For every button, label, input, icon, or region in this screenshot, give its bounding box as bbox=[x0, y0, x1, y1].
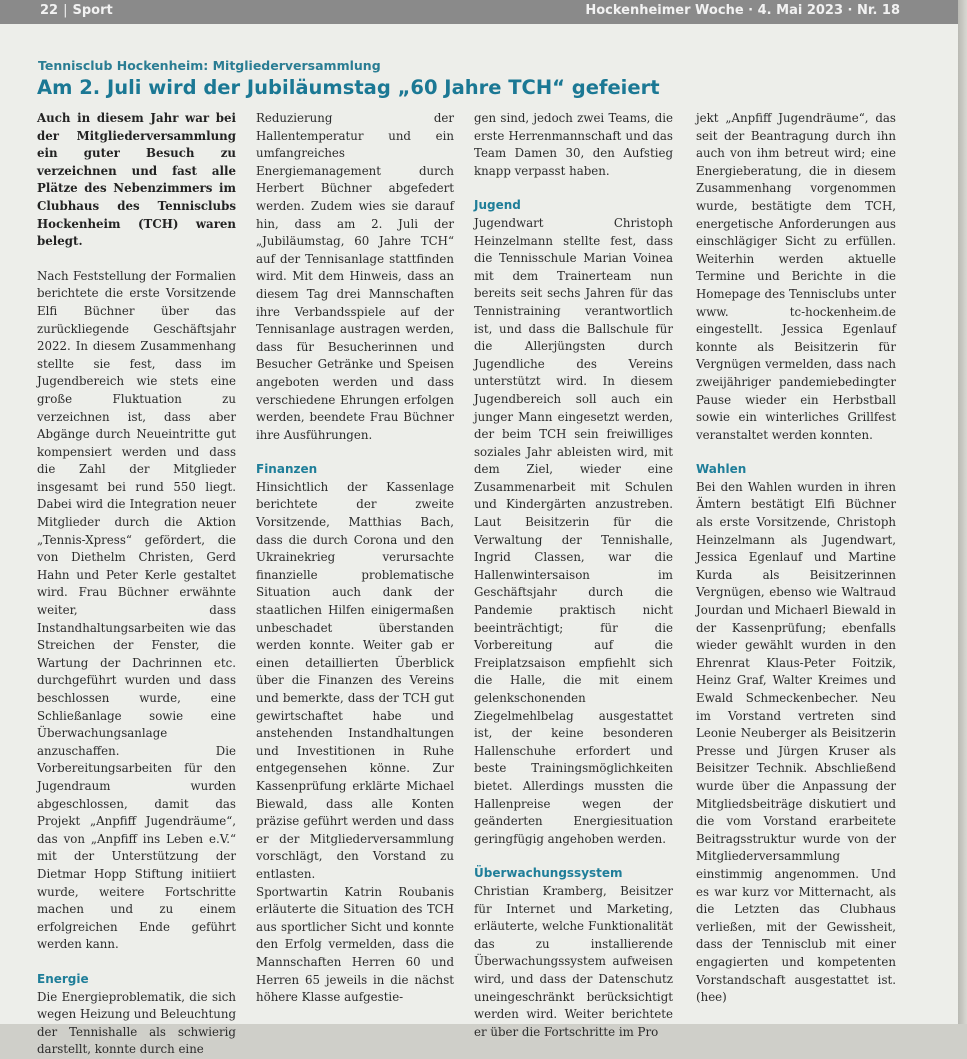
subheading-ueberwachung: Überwachungssystem bbox=[474, 866, 623, 881]
spacer bbox=[474, 180, 673, 197]
subheading-wahlen: Wahlen bbox=[696, 462, 747, 477]
text-column-2 bbox=[256, 110, 454, 1010]
article-kicker: Tennisclub Hockenheim: Mitgliederversammlung bbox=[38, 58, 381, 73]
text-column-1 bbox=[37, 110, 236, 1057]
section-name: Sport bbox=[72, 3, 113, 18]
spacer bbox=[256, 444, 454, 461]
article-paragraph-energie: Die Energieproblematik, die sich wegen Heizung und Beleuchtung der Tennishalle als schwierig darstellt, konnte durch eine bbox=[37, 989, 236, 1057]
article-paragraph-intro: Nach Feststellung der Formalien berichtete die erste Vorsitzende Elfi Büchner über das zurückliegende Geschäftsjahr 2022. In diesem Zusammenhang stellte sie fest, dass im Jugendbereich wie stets eine große Fluktuation zu verzeichnen ist, dass aber Abgänge durch Neueintritte gut kompensiert werden und dass die Zahl der Mitglieder insgesamt bei rund 550 liegt. Dabei wird die Integration neuer Mitglieder durch die Aktion „Tennis-Xpress“ gefördert, die von Diethelm Christen, Gerd Hahn und Peter Kerle gestaltet wird. Frau Büchner erwähnte weiter, dass Instandhaltungsarbeiten wie das Streichen der Fenster, die Wartung der Dachrinnen etc. durchgeführt wurden und dass beschlossen wurde, eine Schließanlage sowie eine Überwachungsanlage anzuschaffen. Die Vorbereitungsarbeiten für den Jugendraum wurden abgeschlossen, damit das Projekt „Anpfiff Jugendräume“, das von „Anpfiff ins Leben e.V.“ mit der Unterstützung der Dietmar Hopp Stiftung initiiert wurde, weitere Fortschritte machen und zu einem erfolgreichen Ende geführt werden kann. bbox=[37, 268, 236, 952]
text-column-3 bbox=[474, 110, 673, 1039]
article-lead: Auch in diesem Jahr war bei der Mitgliederversammlung ein guter Besuch zu verzeichnen und fast alle Plätze des Nebenzimmers im Clubhaus des Tennisclubs Hockenheim (TCH) waren belegt. bbox=[37, 111, 236, 249]
spacer bbox=[474, 848, 673, 865]
page-edge-shadow bbox=[958, 0, 967, 1024]
article-paragraph-sport-cont: gen sind, jedoch zwei Teams, die erste Herrenmannschaft und das Team Damen 30, den Aufstieg knapp verpasst haben. bbox=[474, 111, 673, 178]
text-column-4 bbox=[696, 110, 896, 1010]
article-paragraph-ueberwachung: Christian Kramberg, Beisitzer für Internet und Marketing, erläuterte, welche Funktionalität das zu installierende Überwachungssystem aufweisen wird, und dass der Datenschutz uneingeschränkt berücksichtigt werden wird. Weiter berichtete er über die Fortschritte im Pro bbox=[474, 883, 673, 1039]
publication-info: Hockenheimer Woche · 4. Mai 2023 · Nr. 18 bbox=[585, 3, 900, 18]
spacer bbox=[696, 444, 896, 461]
article-paragraph-sport: Sportwartin Katrin Roubanis erläuterte die Situation des TCH aus sportlicher Sicht und konnte den Erfolg vermelden, dass die Mannschaften Herren 60 und Herren 65 jeweils in die nächst höhere Klasse aufgestie- bbox=[256, 884, 454, 1005]
article-paragraph-jugend: Jugendwart Christoph Heinzelmann stellte fest, dass die Tennisschule Marian Voinea mit dem Trainerteam nun bereits seit sechs Jahren für das Tennistraining verantwortlich ist, und dass die Ballschule für die Allerjüngsten durch Jugendliche des Vereins unterstützt wird. In diesem Jugendbereich soll auch ein junger Mann eingesetzt werden, der beim TCH sein freiwilliges soziales Jahr ableisten wird, mit dem Ziel, wieder eine Zusammenarbeit mit Schulen und Kindergärten anzustreben. Laut Beisitzerin für die Verwaltung der Tennishalle, Ingrid Classen, war die Hallenwintersaison im Geschäftsjahr durch die Pandemie praktisch nicht beeinträchtigt; für die Vorbereitung auf die Freiplatzsaison empfiehlt sich die Halle, die mit einem gelenkschonenden Ziegelmehlbelag ausgestattet ist, der keine besonderen Hallenschuhe erfordert und beste Trainingsmöglichkeiten bietet. Allerdings mussten die Hallenpreise wegen der geänderten Energiesituation geringfügig angehoben werden. bbox=[474, 215, 673, 846]
page-header-left bbox=[40, 3, 113, 18]
article-headline: Am 2. Juli wird der Jubiläumstag „60 Jahre TCH“ gefeiert bbox=[37, 76, 660, 99]
article-paragraph-wahlen: Bei den Wahlen wurden in ihren Ämtern bestätigt Elfi Büchner als erste Vorsitzende, Christoph Heinzelmann als Jugendwart, Jessica Egenlauf und Martine Kurda als Beisitzerinnen Vergnügen, ebenso wie Waltraud Jourdan und Michaerl Biewald in der Kassenprüfung; ebenfalls wieder gewählt wurden in den Ehrenrat Klaus-Peter Foitzik, Heinz Graf, Walter Kreimes und Ewald Schmeckenbecher. Neu im Vorstand vertreten sind Leonie Neuberger als Beisitzerin Presse und Jürgen Kruser als Beisitzer Technik. Abschließend wurde über die Anpassung der Mitgliedsbeiträge diskutiert und die vom Vorstand erarbeitete Beitragsstruktur wurde von der Mitgliederversammlung einstimmig angenommen. Und es war kurz vor Mitternacht, als die Letzten das Clubhaus verließen, mit der Gewissheit, dass der Tennisclub mit einer engagierten und kompetenten Vorstandschaft ausgestattet ist. (hee) bbox=[696, 479, 896, 1005]
subheading-energie: Energie bbox=[37, 971, 89, 986]
article-paragraph-energie-cont: Reduzierung der Hallentemperatur und ein umfangreiches Energiemanagement durch Herbert Büchner abgefedert werden. Zudem wies sie darauf hin, dass am 2. Juli der „Jubiläumstag, 60 Jahre TCH“ auf der Tennisanlage stattfinden wird. Mit dem Hinweis, dass an diesem Tag drei Mannschaften ihre Verbandsspiele auf der Tennisanlage austragen werden, dass für Besucherinnen und Besucher Getränke und Speisen angeboten werden und dass verschiedene Ehrungen erfolgen werden, beendete Frau Büchner ihre Ausführungen. bbox=[256, 111, 454, 442]
subheading-jugend: Jugend bbox=[474, 198, 521, 213]
subheading-finanzen: Finanzen bbox=[256, 462, 318, 477]
article-paragraph-ueberwachung-cont: jekt „Anpfiff Jugendräume“, das seit der Beantragung durch ihn auch von ihm betreut wird; eine Energieberatung, die in diesem Zusammenhang vorgenommen wurde, bestätigte dem TCH, energetische Anforderungen aus einschlägiger Sicht zu erfüllen. Weiterhin werden aktuelle Termine und Berichte in die Homepage des Tennisclubs unter www. tc-hockenheim.de eingestellt. Jessica Egenlauf konnte als Beisitzerin für Vergnügen vermelden, dass nach zweijähriger pandemiebedingter Pause wieder ein Herbstball sowie ein winterliches Grillfest veranstaltet werden konnten. bbox=[696, 111, 896, 442]
header-separator: | bbox=[63, 3, 68, 18]
article-paragraph-finanzen: Hinsichtlich der Kassenlage berichtete der zweite Vorsitzende, Matthias Bach, dass die durch Corona und den Ukrainekrieg verursachte finanzielle problematische Situation auch dank der staatlichen Hilfen einigermaßen unbeschadet überstanden werden konnte. Weiter gab er einen detaillierten Überblick über die Finanzen des Vereins und bemerkte, dass der TCH gut gewirtschaftet habe und anstehenden Instandhaltungen und Investitionen in Ruhe entgegensehen könne. Zur Kassenprüfung erklärte Michael Biewald, dass alle Konten präzise geführt werden und dass er der Mitgliederversammlung vorschlägt, den Vorstand zu entlasten. bbox=[256, 479, 454, 881]
page-header-bar bbox=[0, 0, 958, 24]
spacer bbox=[37, 251, 236, 268]
spacer bbox=[37, 954, 236, 971]
page-number: 22 bbox=[40, 3, 59, 18]
